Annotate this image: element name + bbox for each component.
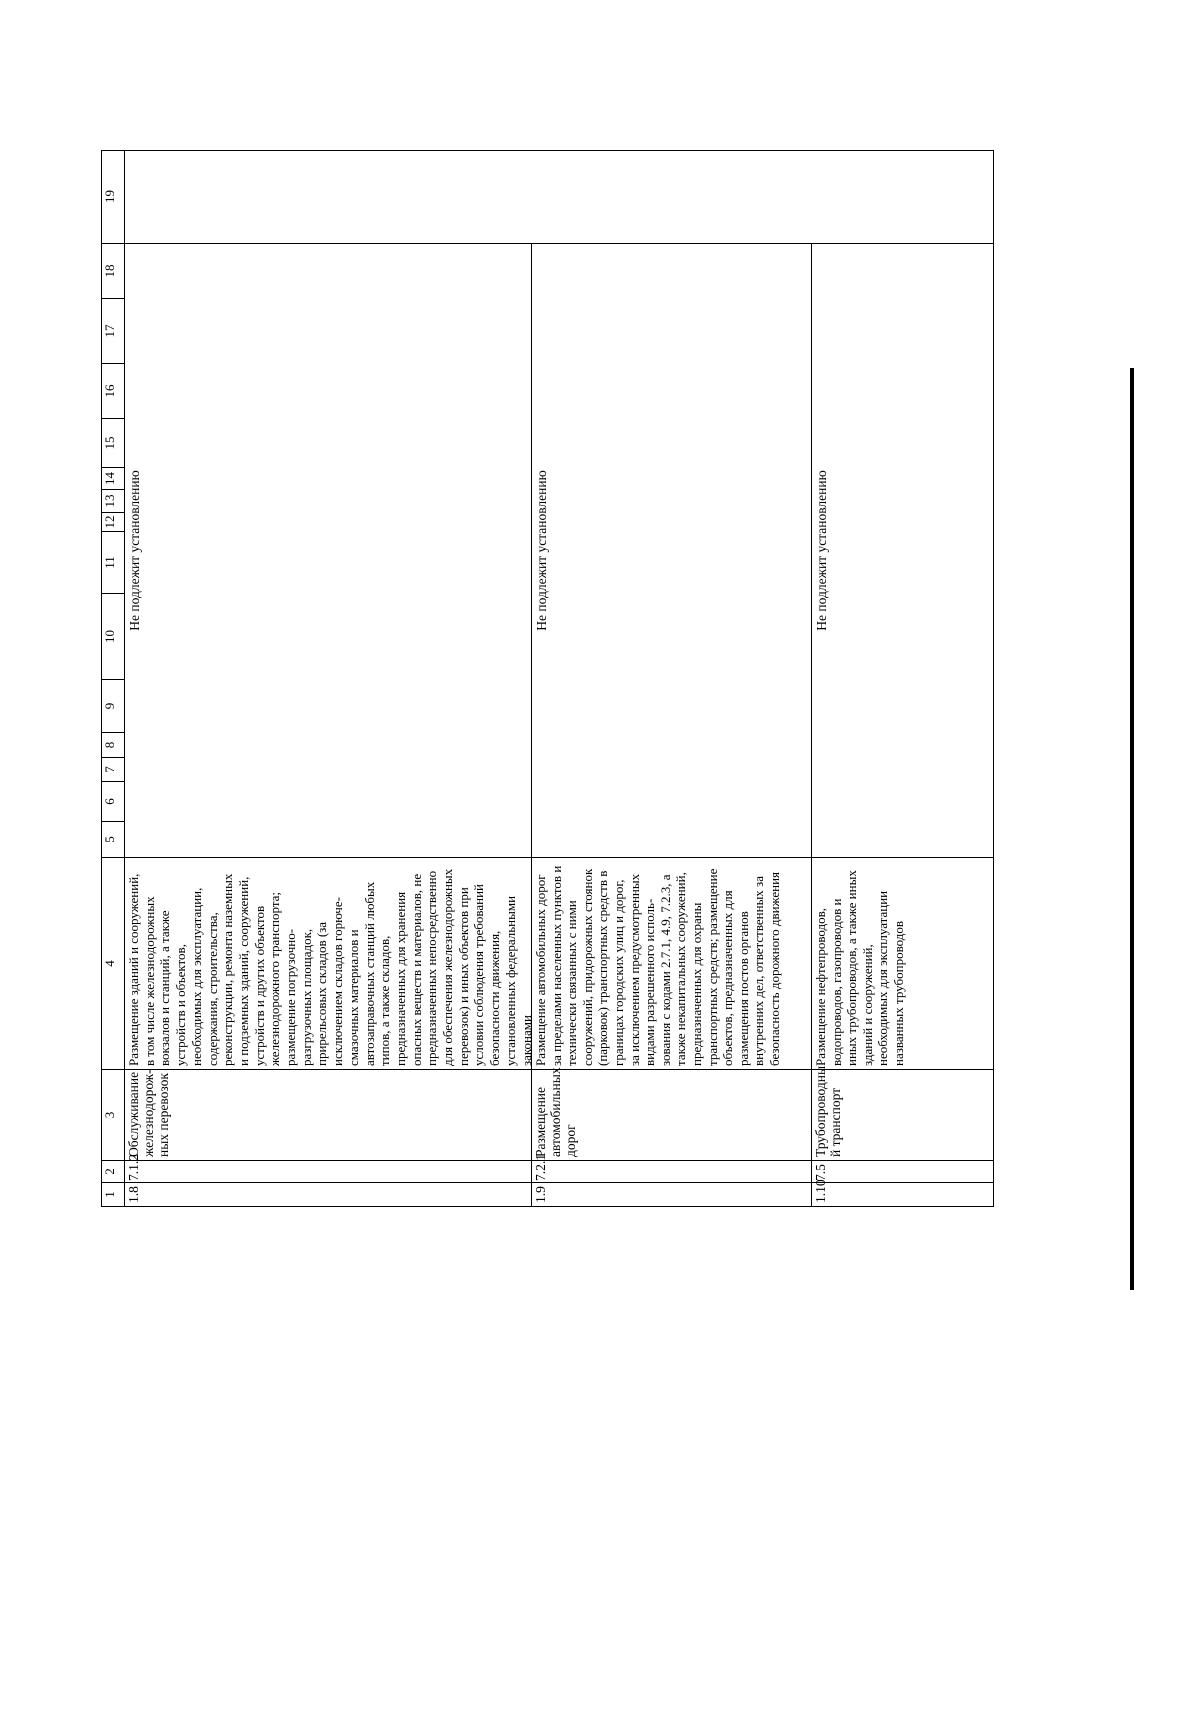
row-1-10-name: Трубопроводны й транспорт [811, 1070, 994, 1161]
header-col-4: 4 [101, 858, 124, 1070]
rotated-table [101, 150, 994, 1207]
row-1-10-code: 7.5 [811, 1161, 994, 1183]
header-col-3: 3 [101, 1070, 124, 1161]
header-col-5: 5 [101, 822, 124, 858]
header-col-13: 13 [101, 490, 124, 513]
header-col-19: 19 [101, 150, 124, 244]
row-col-19-empty [124, 150, 994, 244]
row-1-9-name: Размещение автомобильных дорог [531, 1070, 811, 1161]
header-col-2: 2 [101, 1161, 124, 1183]
row-1-8-norm: Не подлежит установлению [124, 244, 531, 858]
row-1-8-name: Обслуживание железнодорож- ных перевозок [124, 1070, 531, 1161]
row-1-10-norm: Не подлежит установлению [811, 244, 994, 858]
header-col-10: 10 [101, 594, 124, 680]
header-col-17: 17 [101, 299, 124, 364]
header-col-16: 16 [101, 364, 124, 419]
row-1-9-norm: Не подлежит установлению [531, 244, 811, 858]
header-col-18: 18 [101, 244, 124, 299]
row-1-10-num: 1.10 [811, 1183, 994, 1207]
margin-vertical-bar [1130, 368, 1134, 1290]
row-1-9-num: 1.9 [531, 1183, 811, 1207]
header-col-1: 1 [101, 1183, 124, 1207]
row-1-8-code: 7.1.2 [124, 1161, 531, 1183]
header-col-8: 8 [101, 733, 124, 758]
row-1-8-num: 1.8 [124, 1183, 531, 1207]
header-col-6: 6 [101, 782, 124, 822]
header-col-15: 15 [101, 419, 124, 468]
row-1-8-description: Размещение зданий и сооружений, в том числе железнодорожных вокзалов и станций, а также устройств и объектов, необходимых для эксплуатации, содержания, строительства, реконструкции, ремонта наземных и подземных зданий, сооружений, устройств и других объектов железнодорожного транспорта; размещение погрузочно- разгрузочных площадок, прирельсовых складов (за исключением складов горюче- смазочных материалов и автозаправочных станций любых типов, а также складов, предназначенных для хранения опасных веществ и материалов, не предназначенных непосредственно для обеспечения железнодорожных перевозок) и иных объектов при условии соблюдения требований безопасности движения, установленных федеральными законами [124, 858, 531, 1070]
row-1-10-description: Размещение нефтепроводов, водопроводов, газопроводов и иных трубопроводов, а также иных зданий и сооружений, необходимых для эксплуатации названных трубопроводов [811, 858, 994, 1070]
header-col-12: 12 [101, 513, 124, 532]
row-1-9-description: Размещение автомобильных дорог за пределами населенных пунктов и технически связанных с ними сооружений, придорожных стоянок (парковок) транспортных средств в границах городских улиц и дорог, за исключением предусмотренных видами разрешенного исполь- зования с кодами 2.7.1, 4.9, 7.2.3, а также некапитальных сооружений, предназначенных для охраны транспортных средств; размещение объектов, предназначенных для размещения постов органов внутренних дел, ответственных за безопасность дорожного движения [531, 858, 811, 1070]
header-col-11: 11 [101, 532, 124, 594]
header-col-7: 7 [101, 758, 124, 782]
row-1-9-code: 7.2.1 [531, 1161, 811, 1183]
header-col-14: 14 [101, 468, 124, 490]
header-col-9: 9 [101, 680, 124, 733]
